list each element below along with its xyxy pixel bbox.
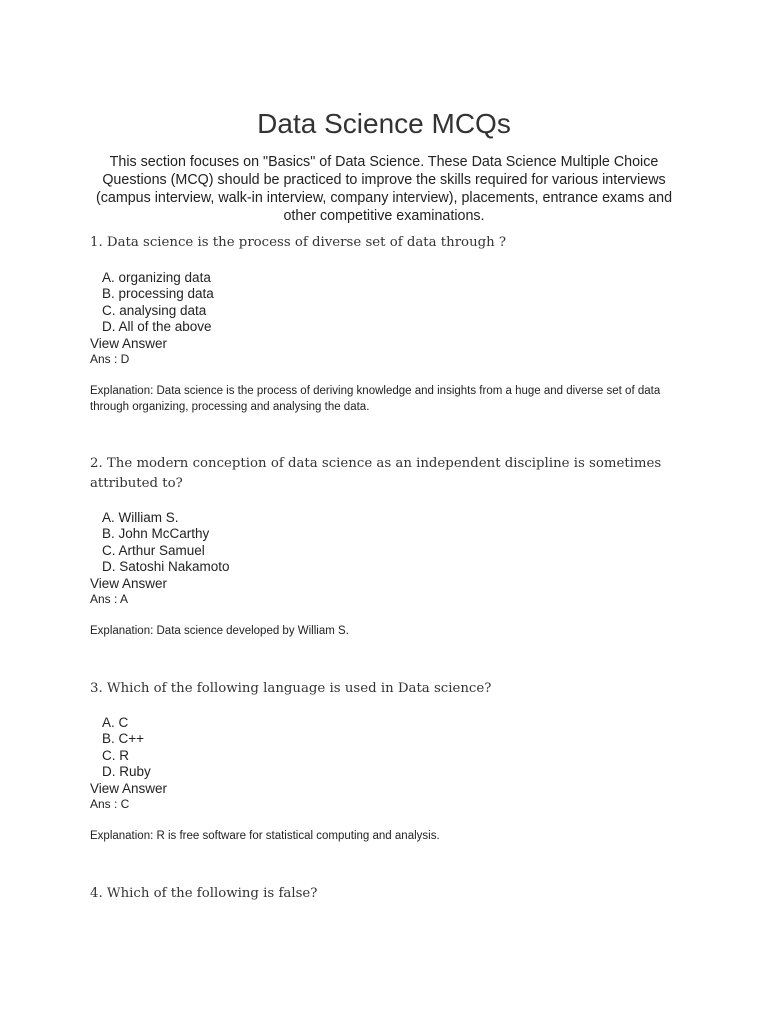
question-2-options — [102, 510, 230, 575]
explanation-text: Explanation: R is free software for statistical computing and analysis. — [90, 830, 440, 842]
explanation-text: Explanation: Data science is the process of deriving knowledge and insights from a huge and diverse set of data through organizing, processing and analysing the data. — [90, 385, 661, 413]
answer-text: Ans : C — [90, 797, 130, 811]
option-a: A. C — [102, 715, 129, 730]
option-d: D. Ruby — [102, 763, 151, 779]
question-3-text: 3. Which of the following language is used in Data science? — [90, 681, 492, 696]
option-c: C. R — [102, 747, 129, 763]
option-b: B. John McCarthy — [102, 526, 210, 542]
intro-paragraph: This section focuses on "Basics" of Data Science. These Data Science Multiple Choice Questions (MCQ) should be practiced to improve the skills required for various interviews (campus interview, walk-in interview, company interview), placements, entrance exams and other competitive examinations. — [95, 154, 673, 224]
view-answer-link[interactable]: View Answer — [90, 336, 168, 351]
answer-text: Ans : D — [90, 352, 130, 366]
option-c: C. analysing data — [102, 302, 207, 318]
option-d: D. Satoshi Nakamoto — [102, 558, 230, 574]
page-title: Data Science MCQs — [257, 108, 511, 139]
option-b: B. C++ — [102, 731, 145, 747]
option-a: A. William S. — [102, 510, 179, 525]
question-1-text: 1. Data science is the process of diverse set of data through ? — [90, 235, 507, 250]
question-2-text: 2. The modern conception of data science as an independent discipline is sometimes attributed to? — [90, 456, 662, 491]
explanation-text: Explanation: Data science developed by William S. — [90, 625, 349, 637]
question-3-options — [102, 715, 151, 780]
option-d: D. All of the above — [102, 318, 212, 334]
view-answer-link[interactable]: View Answer — [90, 576, 168, 591]
answer-text: Ans : A — [90, 592, 129, 606]
question-1-options — [102, 270, 214, 335]
question-4-text: 4. Which of the following is false? — [90, 886, 318, 901]
view-answer-link[interactable]: View Answer — [90, 781, 168, 796]
option-c: C. Arthur Samuel — [102, 542, 205, 558]
option-a: A. organizing data — [102, 270, 211, 285]
option-b: B. processing data — [102, 286, 214, 302]
